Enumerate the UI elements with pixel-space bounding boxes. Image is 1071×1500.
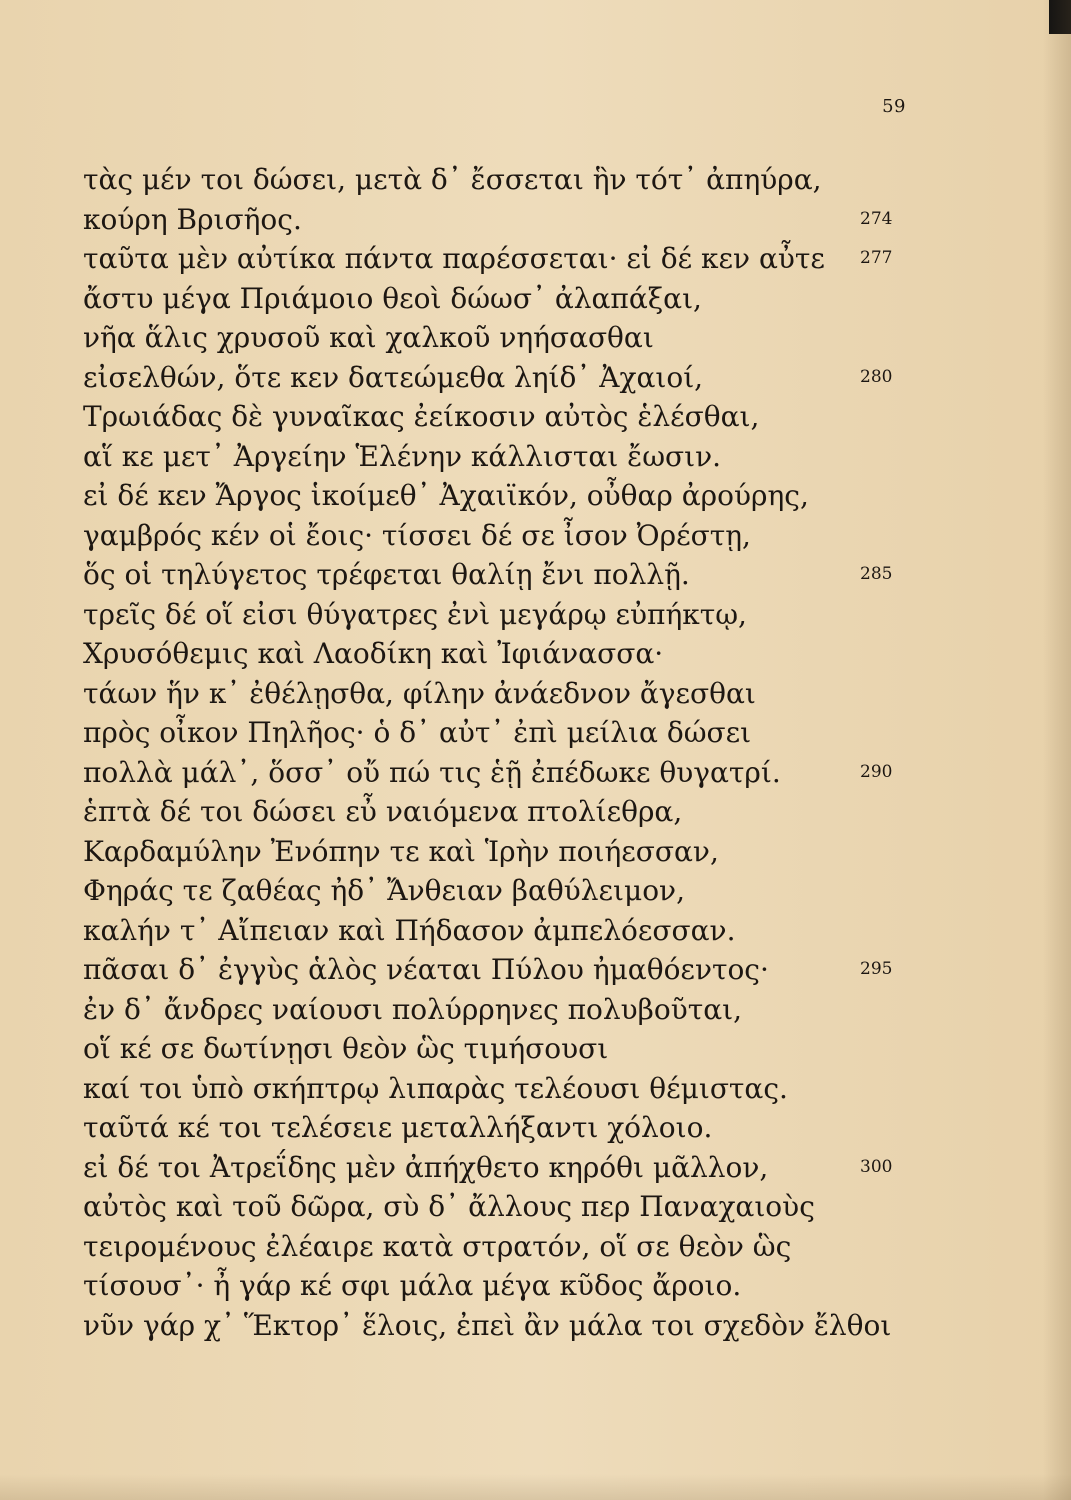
verse-text: τρεῖς δέ οἵ εἰσι θύγατρες ἐνὶ μεγάρῳ εὐπήκτῳ, bbox=[83, 597, 747, 631]
line-number: 274 bbox=[860, 208, 893, 229]
verse-line bbox=[83, 1069, 1003, 1109]
verse-line bbox=[83, 555, 1003, 595]
verse-text: αἵ κε μετ᾽ Ἀργείην Ἑλένην κάλλισται ἔωσιν. bbox=[83, 439, 722, 473]
verse-text: εἰ δέ τοι Ἀτρεΐδης μὲν ἀπήχθετο κηρόθι μᾶλλον, bbox=[83, 1150, 769, 1184]
verse-line bbox=[83, 476, 1003, 516]
verse-text: εἰ δέ κεν Ἄργος ἱκοίμεθ᾽ Ἀχαιϊκόν, οὖθαρ ἀρούρης, bbox=[83, 479, 809, 512]
verse-line bbox=[83, 595, 1003, 635]
verse-text: καλήν τ᾽ Αἴπειαν καὶ Πήδασον ἀμπελόεσσαν. bbox=[83, 913, 736, 947]
verse-line bbox=[83, 871, 1003, 911]
verse-text: εἰσελθών, ὅτε κεν δατεώμεθα ληίδ᾽ Ἀχαιοί, bbox=[83, 360, 704, 394]
verse-text: ταῦτά κέ τοι τελέσειε μεταλλήξαντι χόλοιο. bbox=[83, 1111, 713, 1144]
verse-line bbox=[83, 239, 1003, 279]
verse-text: καί τοι ὑπὸ σκήπτρῳ λιπαρὰς τελέουσι θέμιστας. bbox=[83, 1071, 788, 1105]
verse-text: κούρη Βρισῆος. bbox=[83, 202, 302, 236]
verse-text: πᾶσαι δ᾽ ἐγγὺς ἁλὸς νέαται Πύλου ἠμαθόεντος· bbox=[83, 953, 769, 986]
verse-text: Καρδαμύλην Ἐνόπην τε καὶ Ἱρὴν ποιήεσσαν, bbox=[83, 834, 719, 868]
verse-text: τίσουσ᾽· ἦ γάρ κέ σφι μάλα μέγα κῦδος ἄροιο. bbox=[83, 1269, 742, 1302]
verse-line bbox=[83, 1266, 1003, 1306]
verse-line bbox=[83, 634, 1003, 674]
verse-line bbox=[83, 1148, 1003, 1188]
line-number: 295 bbox=[860, 959, 893, 979]
verse-line bbox=[83, 713, 1003, 753]
verse-line bbox=[83, 200, 1003, 240]
verse-text: νῦν γάρ χ᾽ Ἕκτορ᾽ ἕλοις, ἐπεὶ ἂν μάλα τοι σχεδὸν ἔλθοι bbox=[83, 1308, 892, 1342]
verse-line bbox=[83, 1227, 1003, 1267]
verse-text: ταῦτα μὲν αὐτίκα πάντα παρέσσεται· εἰ δέ κεν αὖτε bbox=[83, 242, 825, 275]
verse-line bbox=[83, 832, 1003, 872]
verse-text: τὰς μέν τοι δώσει, μετὰ δ᾽ ἔσσεται ἣν τότ᾽ ἀπηύρα, bbox=[83, 163, 822, 196]
verse-line bbox=[83, 990, 1003, 1030]
verse-line bbox=[83, 397, 1003, 437]
verse-line bbox=[83, 950, 1003, 990]
page-bottom-shadow bbox=[0, 1474, 1071, 1500]
verse-text: τάων ἥν κ᾽ ἐθέλῃσθα, φίλην ἀνάεδνον ἄγεσθαι bbox=[83, 676, 756, 710]
verse-line bbox=[83, 516, 1003, 556]
verse-line bbox=[83, 1108, 1003, 1148]
verse-text: νῆα ἅλις χρυσοῦ καὶ χαλκοῦ νηήσασθαι bbox=[83, 321, 654, 354]
verse-text: Φηράς τε ζαθέας ἠδ᾽ Ἄνθειαν βαθύλειμον, bbox=[83, 874, 685, 907]
verse-line bbox=[83, 437, 1003, 477]
verse-line bbox=[83, 1306, 1003, 1346]
verse-text: ἄστυ μέγα Πριάμοιο θεοὶ δώωσ᾽ ἀλαπάξαι, bbox=[83, 281, 702, 315]
verse-line bbox=[83, 160, 1003, 200]
verse-text-block bbox=[83, 160, 1003, 1345]
verse-line bbox=[83, 279, 1003, 319]
line-number: 280 bbox=[860, 366, 893, 387]
verse-text: ὅς οἱ τηλύγετος τρέφεται θαλίῃ ἔνι πολλῇ. bbox=[83, 558, 690, 591]
line-number: 300 bbox=[860, 1156, 893, 1177]
verse-text: Τρωιάδας δὲ γυναῖκας ἐείκοσιν αὐτὸς ἑλέσθαι, bbox=[83, 400, 760, 433]
verse-text: πολλὰ μάλ᾽, ὅσσ᾽ οὔ πώ τις ἑῇ ἐπέδωκε θυγατρί. bbox=[83, 755, 781, 789]
line-number: 277 bbox=[860, 248, 893, 268]
verse-line bbox=[83, 1187, 1003, 1227]
page-number: 59 bbox=[882, 96, 906, 117]
line-number: 285 bbox=[860, 564, 893, 584]
verse-text: οἵ κέ σε δωτίνῃσι θεὸν ὣς τιμήσουσι bbox=[83, 1032, 609, 1065]
verse-line bbox=[83, 1029, 1003, 1069]
line-number: 290 bbox=[860, 761, 893, 782]
verse-text: τειρομένους ἐλέαιρε κατὰ στρατόν, οἵ σε θεὸν ὣς bbox=[83, 1229, 792, 1263]
verse-line bbox=[83, 358, 1003, 398]
verse-text: ἑπτὰ δέ τοι δώσει εὖ ναιόμενα πτολίεθρα, bbox=[83, 795, 683, 828]
verse-text: πρὸς οἶκον Πηλῆος· ὁ δ᾽ αὐτ᾽ ἐπὶ μείλια δώσει bbox=[83, 716, 752, 749]
verse-text: Χρυσόθεμις καὶ Λαοδίκη καὶ Ἰφιάνασσα· bbox=[83, 637, 664, 670]
verse-line bbox=[83, 674, 1003, 714]
verse-line bbox=[83, 318, 1003, 358]
verse-text: γαμβρός κέν οἱ ἔοις· τίσσει δέ σε ἶσον Ὀρέστῃ, bbox=[83, 518, 751, 552]
verse-text: ἐν δ᾽ ἄνδρες ναίουσι πολύρρηνες πολυβοῦται, bbox=[83, 992, 743, 1026]
verse-line bbox=[83, 792, 1003, 832]
verse-text: αὐτὸς καὶ τοῦ δῶρα, σὺ δ᾽ ἄλλους περ Παναχαιοὺς bbox=[83, 1190, 815, 1223]
verse-line bbox=[83, 911, 1003, 951]
page-edge-shadow bbox=[1043, 0, 1071, 1500]
verse-line bbox=[83, 753, 1003, 793]
